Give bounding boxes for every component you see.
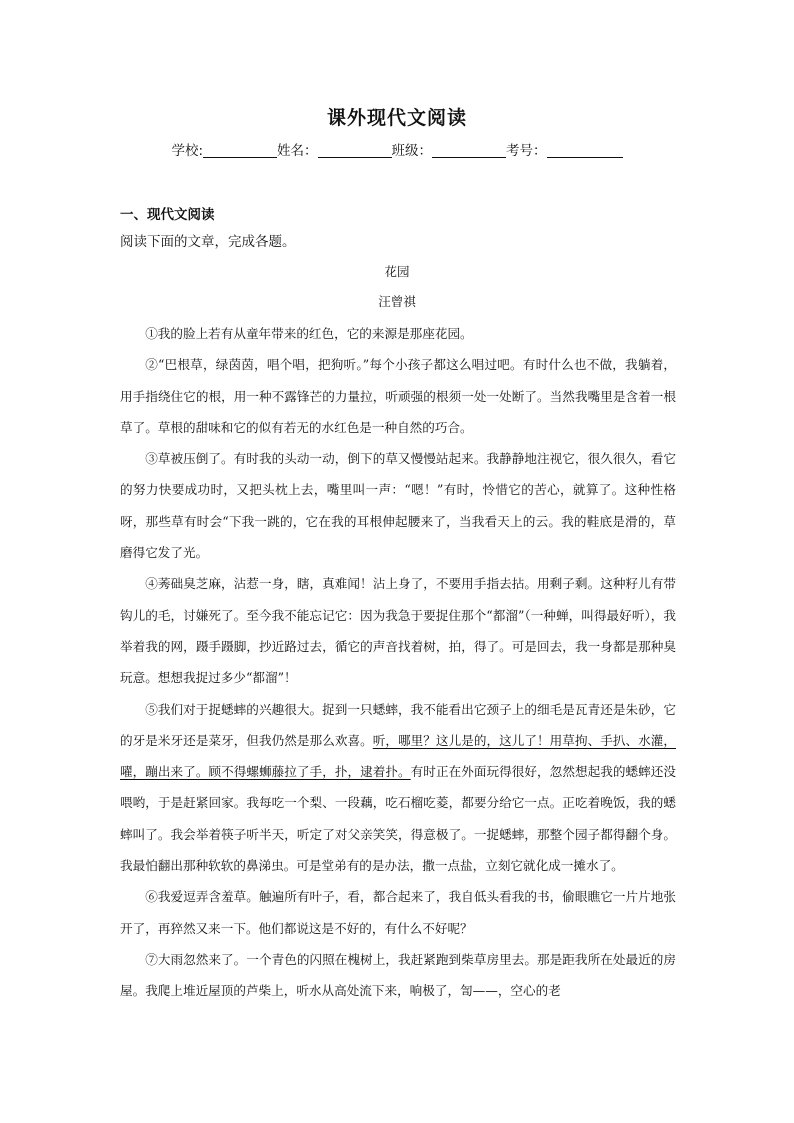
section-instruction: 阅读下面的文章，完成各题。 bbox=[120, 234, 296, 250]
school-blank[interactable] bbox=[203, 143, 277, 158]
document-title: 课外现代文阅读 bbox=[326, 107, 467, 129]
paragraph-5-end: 有时正在外面玩得很好，忽然想起我的蟋蟀还没喂哟，于是赶紧回家。我每吃一个梨、一段藕，吃石榴吃菱，都要分给它一点。正吃着晚饭，我的蟋蟀叫了。我会举着筷子听半天，听定了对父亲笑笑，得意极了。一捉蟋蟀，那整个园子都得翻个身。我最怕翻出那种软软的鼻涕虫。可是堂弟有的是办法，撒一点盐，立刻它就化成一摊水了。 bbox=[120, 764, 677, 874]
underlined-sentence: 听，哪里？这儿是的，这儿了！用草拘、手扒、水灌，嚁，蹦出来了。顾不得螺蛳藤拉了手，扑，逮着扑。 bbox=[120, 732, 677, 780]
class-label: 班级： bbox=[391, 143, 433, 159]
article-author: 汪曾祺 bbox=[378, 294, 416, 309]
paragraph-3: ③草被压倒了。有时我的头动一动，倒下的草又慢慢站起来。我静静地注视它，很久很久，看它的努力快要成功时，又把头枕上去，嘴里叫一声：“嗯！”有时，怜惜它的苦心，就算了。这种性格呀，那些草有时会“下我一跳的，它在我的耳根伸起腰来了，当我看天上的云。我的鞋底是滑的，草磨得它发了光。 bbox=[120, 451, 676, 561]
name-label: 姓名： bbox=[277, 143, 318, 159]
school-label: 学校: bbox=[171, 143, 204, 159]
paragraph-2: ②“巴根草，绿茵茵，唱个唱，把狗听。”每个小孩子都这么唱过吧。有时什么也不做，我躺着，用手指绕住它的根，用一种不露锋芒的力量拉，听顽强的根须一处一处断了。当然我嘴里是含着一根草了。草根的甜味和它的似有若无的水红色是一种自然的巧合。 bbox=[120, 357, 676, 435]
paragraph-5 bbox=[120, 694, 676, 882]
paragraph-6: ⑥我爱逗弄含羞草。触遍所有叶子，看，都合起来了，我自低头看我的书，偷眼瞧它一片片地张开了，再猝然又来一下。他们都说这是不好的，有什么不好呢？ bbox=[120, 889, 676, 936]
paragraph-1: ①我的脸上若有从童年带来的红色，它的来源是那座花园。 bbox=[145, 326, 473, 341]
paragraph-7: ⑦大雨忽然来了。一个青色的闪照在槐树上，我赶紧跑到柴草房里去。那是距我所在处最近的房屋。我爬上堆近屋顶的芦柴上，听水从高处流下来，响极了，訇——，空心的老 bbox=[120, 951, 676, 999]
student-info-line bbox=[0, 139, 794, 159]
article-title: 花园 bbox=[384, 264, 410, 279]
section-heading: 一、现代文阅读 bbox=[120, 207, 215, 223]
article-body bbox=[120, 318, 676, 1007]
class-blank[interactable] bbox=[432, 143, 506, 158]
exam-no-label: 考号： bbox=[506, 143, 547, 159]
exam-no-blank[interactable] bbox=[547, 143, 623, 158]
paragraph-5-start: ⑤我们对于捉蟋蟀的兴趣很大。捉到一只蟋蟀，我不能看出它颈子上的细毛是瓦青还是朱砂，它的牙是米牙还是菜牙，但我仍然是那么欢喜。 bbox=[120, 701, 676, 748]
paragraph-4: ④莠础臭芝麻，沾惹一身，瞎，真难闻！沾上身了，不要用手指去拈。用剩子剩。这种籽儿有带钩儿的毛，讨嫌死了。至今我不能忘记它：因为我急于要捉住那个“都溜”（一种蝉，叫得最好听），我举着我的网，蹑手蹑脚，抄近路过去，循它的声音找着树，拍，得了。可是回去，我一身都是那种臭玩意。想想我捉过多少“都溜”！ bbox=[120, 576, 676, 686]
name-blank[interactable] bbox=[318, 143, 392, 158]
